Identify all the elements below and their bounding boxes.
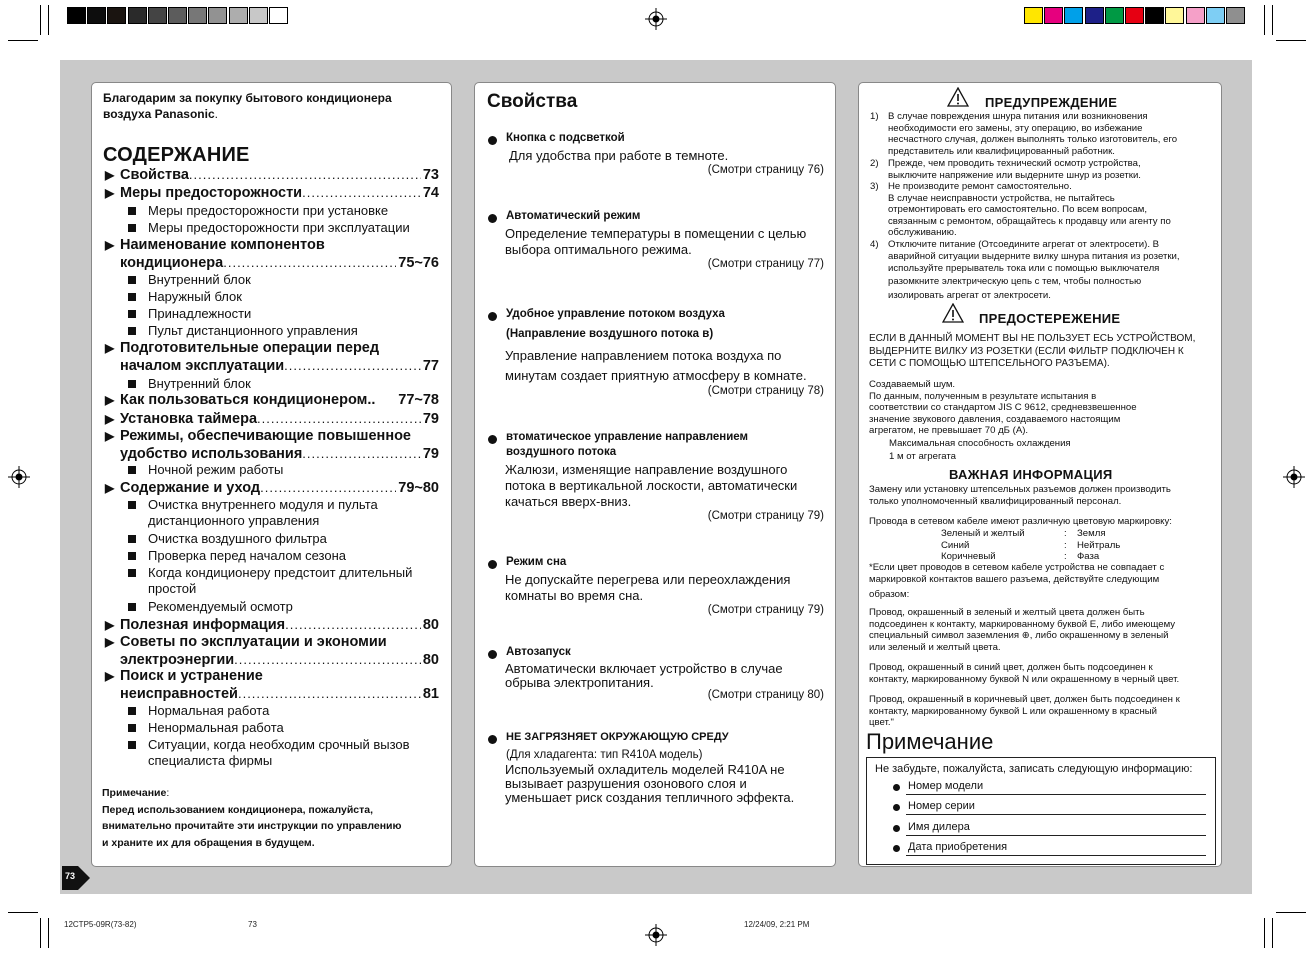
- wire-color: Синий: [941, 539, 970, 551]
- registration-mark-icon: [645, 8, 667, 30]
- arrow-right-icon: ▶: [105, 238, 115, 252]
- color-swatch: [67, 7, 86, 24]
- toc-leader: [234, 651, 421, 668]
- toc-sub-label: Очистка внутреннего модуля и пульта дистанционного управления: [148, 497, 378, 528]
- note-field-label: Имя дилера: [908, 821, 970, 833]
- toc-leader: [189, 166, 421, 183]
- color-swatch: [1145, 7, 1164, 24]
- caution-title: ПРЕДОСТЕРЕЖЕНИЕ: [979, 311, 1121, 326]
- warning-number: 1): [870, 111, 879, 122]
- toc-entry-label: началом эксплуатации: [120, 358, 285, 374]
- toc-sub-item[interactable]: [128, 497, 428, 529]
- arrow-right-icon: ▶: [105, 429, 115, 443]
- toc-entry[interactable]: [105, 184, 439, 202]
- feature-description: выбора оптимального режима.: [505, 242, 692, 257]
- arrow-right-icon: ▶: [105, 635, 115, 649]
- warning-triangle-icon: [947, 87, 969, 107]
- toc-sub-item[interactable]: [128, 565, 428, 597]
- toc-entry-label: Подготовительные операции перед: [120, 340, 380, 356]
- toc-entry[interactable]: [105, 166, 439, 184]
- note-bullet-icon: [893, 784, 900, 791]
- arrow-right-icon: ▶: [105, 481, 115, 495]
- feature-title: воздушного потока: [506, 446, 617, 458]
- wiring-intro: Провода в сетевом кабеле имеют различную цветовую маркировку:: [869, 516, 1172, 527]
- note-field-label: Номер модели: [908, 780, 984, 792]
- arrow-right-icon: ▶: [105, 393, 115, 407]
- toc-page-number: 79~80: [398, 480, 439, 496]
- toc-sub-item[interactable]: [128, 462, 428, 478]
- toc-sub-label: Рекомендуемый осмотр: [148, 599, 293, 614]
- square-bullet-icon: [128, 535, 136, 543]
- toc-entry-label: неисправностей: [120, 686, 238, 702]
- toc-sub-label: Меры предосторожности при установке: [148, 203, 389, 218]
- toc-entry-label: Меры предосторожности: [120, 185, 303, 201]
- feature-page-ref[interactable]: (Смотри страницу 76): [707, 164, 824, 176]
- toc-sub-item[interactable]: [128, 720, 428, 736]
- toc-entry-label: электроэнергии: [120, 652, 235, 668]
- square-bullet-icon: [128, 501, 136, 509]
- toc-entry-label: Советы по эксплуатации и экономии: [120, 634, 387, 650]
- toc-leader: [257, 410, 421, 427]
- toc-sub-item[interactable]: [128, 289, 428, 305]
- square-bullet-icon: [128, 603, 136, 611]
- toc-leader: [223, 254, 396, 271]
- toc-entry-label: Режимы, обеспечивающие повышенное: [120, 428, 411, 444]
- arrow-right-icon: ▶: [105, 669, 115, 683]
- warning-item: Прежде, чем проводить технический осмотр устройства, выключите напряжение или выдерните шнур из розетки.: [888, 158, 1141, 181]
- toc-sub-item[interactable]: [128, 548, 428, 564]
- toc-sub-label: Меры предосторожности при эксплуатации: [148, 220, 410, 235]
- note-field-line[interactable]: [906, 855, 1206, 856]
- crop-mark: [8, 40, 38, 41]
- note-field-line[interactable]: [906, 794, 1206, 795]
- toc-sub-item[interactable]: [128, 220, 428, 236]
- square-bullet-icon: [128, 707, 136, 715]
- toc-sub-label: Внутренний блок: [148, 272, 251, 287]
- square-bullet-icon: [128, 293, 136, 301]
- note-field-line[interactable]: [906, 835, 1206, 836]
- toc-sub-item[interactable]: [128, 703, 428, 719]
- color-swatch: [87, 7, 106, 24]
- color-swatch: [208, 7, 227, 24]
- cooling-text: Максимальная способность охлаждения 1 м от агрегата: [889, 438, 1071, 462]
- caution-triangle-icon: [942, 303, 964, 323]
- arrow-right-icon: ▶: [105, 412, 115, 426]
- feature-bullet-icon: [488, 312, 497, 321]
- toc-sub-item[interactable]: [128, 323, 428, 339]
- crop-mark: [48, 918, 49, 948]
- feature-bullet-icon: [488, 136, 497, 145]
- feature-description: минутам создает приятную атмосферу в комнате.: [505, 368, 807, 383]
- toc-sub-label: Ненормальная работа: [148, 720, 284, 735]
- feature-description: уменьшает риск создания тепличного эффекта.: [505, 790, 795, 805]
- crop-mark: [1276, 40, 1306, 41]
- wire-color: Зеленый и желтый: [941, 528, 1025, 539]
- color-swatch: [269, 7, 288, 24]
- toc-page-number: 75~76: [398, 255, 439, 271]
- toc-entry[interactable]: [105, 237, 439, 272]
- square-bullet-icon: [128, 724, 136, 732]
- wire-meaning: Нейтраль: [1077, 539, 1121, 551]
- warning-item: В случае повреждения шнура питания или возникновения необходимости его замены, эту операцию, во избежание несчастного случая, должен выполнять только изготовитель, его представитель или квалифицированный работник.: [888, 111, 1178, 157]
- color-swatch: [1186, 7, 1205, 24]
- toc-entry-label: Содержание и уход: [120, 480, 261, 496]
- toc-entry-label: Поиск и устранение: [120, 668, 263, 684]
- slug-date: 12/24/09, 2:21 PM: [744, 920, 810, 929]
- wire-separator: :: [1064, 551, 1067, 562]
- toc-sub-label: Внутренний блок: [148, 376, 251, 391]
- color-swatch: [188, 7, 207, 24]
- slug-page: 73: [248, 920, 257, 929]
- toc-sub-item[interactable]: [128, 531, 428, 547]
- toc-sub-label: Нормальная работа: [148, 703, 270, 718]
- crop-mark: [48, 5, 49, 35]
- feature-description: Для удобства при работе в темноте.: [509, 148, 729, 163]
- wire-color: Коричневый: [941, 551, 996, 562]
- intro-text: Благодарим за покупку бытового кондиционера воздуха Panasonic.: [103, 91, 392, 121]
- color-swatch: [128, 7, 147, 24]
- crop-mark: [1272, 918, 1273, 948]
- feature-page-ref[interactable]: (Смотри страницу 80): [707, 689, 824, 701]
- toc-page-number: 80: [422, 617, 439, 633]
- crop-mark: [1276, 912, 1306, 913]
- wire-meaning: Земля: [1077, 528, 1106, 539]
- toc-entry[interactable]: [105, 410, 439, 428]
- color-swatch: [1044, 7, 1063, 24]
- toc-leader: [302, 184, 421, 201]
- color-swatch: [1105, 7, 1124, 24]
- slug-file: 12CTP5-09R(73-82): [64, 920, 137, 929]
- toc-entry-label: Наименование компонентов: [120, 237, 325, 253]
- feature-page-ref[interactable]: (Смотри страницу 77): [707, 258, 824, 270]
- feature-description: вызывает разрушения озонового слоя и: [505, 776, 747, 791]
- wire-separator: :: [1064, 528, 1067, 539]
- features-title: Свойства: [487, 91, 578, 112]
- arrow-right-icon: ▶: [105, 341, 115, 355]
- record-note-intro: Не забудьте, пожалуйста, записать следующую информацию:: [875, 763, 1193, 775]
- feature-title: Режим сна: [506, 556, 567, 568]
- square-bullet-icon: [128, 310, 136, 318]
- feature-description: комнаты во время сна.: [505, 588, 644, 603]
- caution-text: ЕСЛИ В ДАННЫЙ МОМЕНТ ВЫ НЕ ПОЛЬЗУЕТ ЕСЬ УСТРОЙСТВОМ, ВЫДЕРНИТЕ ВИЛКУ ИЗ РОЗЕТКИ (ЕСЛИ ФИЛЬТР ПОДКЛЮЧЕН К СЕТИ С ПОМОЩЬЮ ШТЕПСЕЛЬНОГО РАЗЪЕМА).: [869, 333, 1196, 369]
- toc-sub-label: Наружный блок: [148, 289, 242, 304]
- note-bullet-icon: [893, 804, 900, 811]
- arrow-right-icon: ▶: [105, 618, 115, 632]
- toc-entry[interactable]: [105, 340, 439, 375]
- color-swatch: [1064, 7, 1083, 24]
- toc-page-number: 73: [422, 167, 439, 183]
- registration-mark-icon: [1283, 466, 1305, 488]
- feature-title: Автозапуск: [506, 646, 571, 658]
- toc-sub-label: Ситуации, когда необходим срочный вызов специалиста фирмы: [148, 737, 410, 768]
- toc-entry[interactable]: [105, 428, 439, 463]
- feature-bullet-icon: [488, 735, 497, 744]
- color-swatch: [1226, 7, 1245, 24]
- feature-subtitle: (Для хладагента: тип R410A модель): [506, 749, 703, 761]
- page-badge: 73: [65, 871, 76, 881]
- contents-note: Примечание: Перед использованием кондиционера, пожалуйста, внимательно прочитайте эти инструкции по управлению и храните их для обращения в будущем.: [102, 787, 402, 849]
- feature-description: обрыва электропитания.: [505, 674, 654, 690]
- toc-leader: [302, 445, 421, 462]
- toc-page-number: 77: [422, 358, 439, 374]
- square-bullet-icon: [128, 276, 136, 284]
- green-wire-text: Провод, окрашенный в зеленый и желтый цвета должен быть подсоединен к контакту, маркированному буквой E, либо имеющему специальный символ заземления ⊕, либо окрашенному в зеленый или зеленый и желтый цвета.: [869, 607, 1176, 653]
- note-bullet-icon: [893, 825, 900, 832]
- feature-title: втоматическое управление направлением: [506, 431, 749, 443]
- crop-mark: [1264, 918, 1265, 948]
- warning-item: Не производите ремонт самостоятельно. В случае неисправности устройства, не пытайтесь отремонтировать его самостоятельно. По всем вопросам, связанным с ремонтом, обращайтесь к продавцу или агенту по обслуживанию.: [888, 181, 1171, 239]
- toc-page-number: 74: [422, 185, 439, 201]
- feature-description: потока в вертикальной лоскости, автоматически: [505, 478, 798, 493]
- toc-sub-item[interactable]: [128, 203, 428, 219]
- important-title: ВАЖНАЯ ИНФОРМАЦИЯ: [949, 467, 1113, 482]
- warning-item: Отключите питание (Отсоедините агрегат от электросети). В аварийной ситуации выдерните вилку шнура питания из розетки, используйте прерыватель тока или с помощью выключателя разомкните электрическую цепь с тем, чтобы полностью изолировать агрегат от электросети.: [888, 239, 1180, 301]
- feature-title: Удобное управление потоком воздуха: [506, 308, 725, 320]
- toc-leader: [285, 616, 421, 633]
- square-bullet-icon: [128, 207, 136, 215]
- color-swatch: [1085, 7, 1104, 24]
- toc-entry[interactable]: [105, 479, 439, 497]
- toc-sub-item[interactable]: [128, 376, 428, 392]
- noise-text: Создаваемый шум. По данным, полученным в результате испытания в соответствии со стандартом JIS C 9612, средневзвешенное значение звукового давления, создаваемого настоящим агрегатом, не превышает 70 дБ (А).: [869, 379, 1137, 437]
- crop-mark: [8, 912, 38, 913]
- toc-entry-label: Свойства: [120, 167, 189, 183]
- square-bullet-icon: [128, 466, 136, 474]
- toc-page-number: 81: [422, 686, 439, 702]
- square-bullet-icon: [128, 569, 136, 577]
- crop-mark: [1272, 5, 1273, 35]
- toc-leader: [238, 685, 421, 702]
- toc-page-number: 79: [422, 446, 439, 462]
- crop-mark: [40, 918, 41, 948]
- color-swatch: [249, 7, 268, 24]
- toc-page-number: 79: [422, 411, 439, 427]
- toc-entry-label: кондиционера: [120, 255, 224, 271]
- toc-entry-label: Полезная информация: [120, 617, 286, 633]
- color-swatch: [229, 7, 248, 24]
- crop-mark: [40, 5, 41, 35]
- feature-description: Используемый охладитель моделей R410A не: [505, 762, 785, 777]
- square-bullet-icon: [128, 327, 136, 335]
- square-bullet-icon: [128, 224, 136, 232]
- note-field-label: Номер серии: [908, 800, 975, 812]
- warning-title: ПРЕДУПРЕЖДЕНИЕ: [985, 95, 1118, 110]
- toc-entry-label: удобство использования: [120, 446, 303, 462]
- feature-bullet-icon: [488, 214, 497, 223]
- color-swatch: [1125, 7, 1144, 24]
- toc-entry[interactable]: [105, 668, 439, 703]
- feature-bullet-icon: [488, 560, 497, 569]
- feature-title: Кнопка с подсветкой: [506, 132, 625, 144]
- color-swatch: [168, 7, 187, 24]
- toc-sub-label: Когда кондиционеру предстоит длительный простой: [148, 565, 413, 596]
- warning-number: 3): [870, 181, 879, 192]
- feature-description: качаться вверх-вниз.: [505, 494, 632, 509]
- feature-description: Автоматически включает устройство в случае: [505, 661, 783, 676]
- feature-description: Не допускайте перегрева или переохлаждения: [505, 572, 791, 587]
- warning-number: 4): [870, 239, 879, 250]
- feature-page-ref[interactable]: (Смотри страницу 78): [707, 385, 824, 397]
- toc-entry[interactable]: [105, 634, 439, 669]
- toc-sub-item[interactable]: [128, 306, 428, 322]
- feature-description: Определение температуры в помещении с целью: [505, 226, 807, 241]
- color-swatch: [1206, 7, 1225, 24]
- feature-bullet-icon: [488, 650, 497, 659]
- feature-description: Жалюзи, изменящие направление воздушного: [505, 462, 788, 477]
- toc-sub-item[interactable]: [128, 599, 428, 615]
- toc-page-number: 77~78: [398, 392, 439, 408]
- note-field-label: Дата приобретения: [908, 841, 1008, 853]
- feature-title: НЕ ЗАГРЯЗНЯЕТ ОКРУЖАЮЩУЮ СРЕДУ: [506, 731, 729, 743]
- toc-entry-label: Установка таймера: [120, 411, 258, 427]
- color-swatch: [1024, 7, 1043, 24]
- arrow-right-icon: ▶: [105, 168, 115, 182]
- brown-wire-text: Провод, окрашенный в коричневый цвет, должен быть подсоединен к контакту, маркированному буквой L или окрашенному в красный цвет.": [869, 694, 1180, 729]
- toc-sub-label: Проверка перед началом сезона: [148, 548, 347, 563]
- toc-sub-label: Пульт дистанционного управления: [148, 323, 358, 338]
- important-text: Замену или установку штепсельных разъемов должен производить только уполномоченный квалифицированный персонал.: [869, 484, 1171, 507]
- toc-leader: ..: [367, 392, 376, 408]
- warning-number: 2): [870, 158, 879, 169]
- toc-entry[interactable]: [105, 616, 439, 634]
- square-bullet-icon: [128, 552, 136, 560]
- wire-meaning: Фаза: [1077, 551, 1100, 562]
- wire-separator: :: [1064, 539, 1067, 551]
- toc-page-number: 80: [422, 652, 439, 668]
- toc-entry-label: Как пользоваться кондиционером: [120, 392, 368, 408]
- toc-entry[interactable]: [105, 392, 439, 409]
- note-field-line[interactable]: [906, 814, 1206, 815]
- square-bullet-icon: [128, 741, 136, 749]
- registration-mark-icon: [645, 924, 667, 946]
- arrow-right-icon: ▶: [105, 186, 115, 200]
- feature-page-ref[interactable]: (Смотри страницу 79): [707, 604, 824, 616]
- color-swatch: [1165, 7, 1184, 24]
- feature-title: Автоматический режим: [506, 210, 641, 222]
- record-note-title: Примечание: [866, 729, 994, 754]
- toc-sub-item[interactable]: [128, 272, 428, 288]
- feature-page-ref[interactable]: (Смотри страницу 79): [707, 510, 824, 522]
- blue-wire-text: Провод, окрашенный в синий цвет, должен быть подсоединен к контакту, маркированному буквой N или окрашенному в черный цвет.: [869, 662, 1180, 685]
- toc-leader: [284, 357, 421, 374]
- toc-sub-label: Очистка воздушного фильтра: [148, 531, 327, 546]
- note-bullet-icon: [893, 845, 900, 852]
- feature-description: Управление направлением потока воздуха по: [505, 348, 782, 363]
- color-swatch: [107, 7, 126, 24]
- crop-mark: [1264, 5, 1265, 35]
- registration-mark-icon: [8, 466, 30, 488]
- toc-leader: [260, 479, 396, 496]
- square-bullet-icon: [128, 380, 136, 388]
- toc-sub-label: Ночной режим работы: [148, 462, 284, 477]
- feature-bullet-icon: [488, 435, 497, 444]
- feature-title: (Направление воздушного потока в): [506, 328, 714, 340]
- wiring-star-note: *Если цвет проводов в сетевом кабеле устройства не совпадает с маркировкой контактов вашего разъема, действуйте следующим образом:: [869, 562, 1165, 600]
- toc-sub-label: Принадлежности: [148, 306, 252, 321]
- toc-sub-item[interactable]: [128, 737, 428, 769]
- toc-title: СОДЕРЖАНИЕ: [103, 144, 250, 166]
- color-swatch: [148, 7, 167, 24]
